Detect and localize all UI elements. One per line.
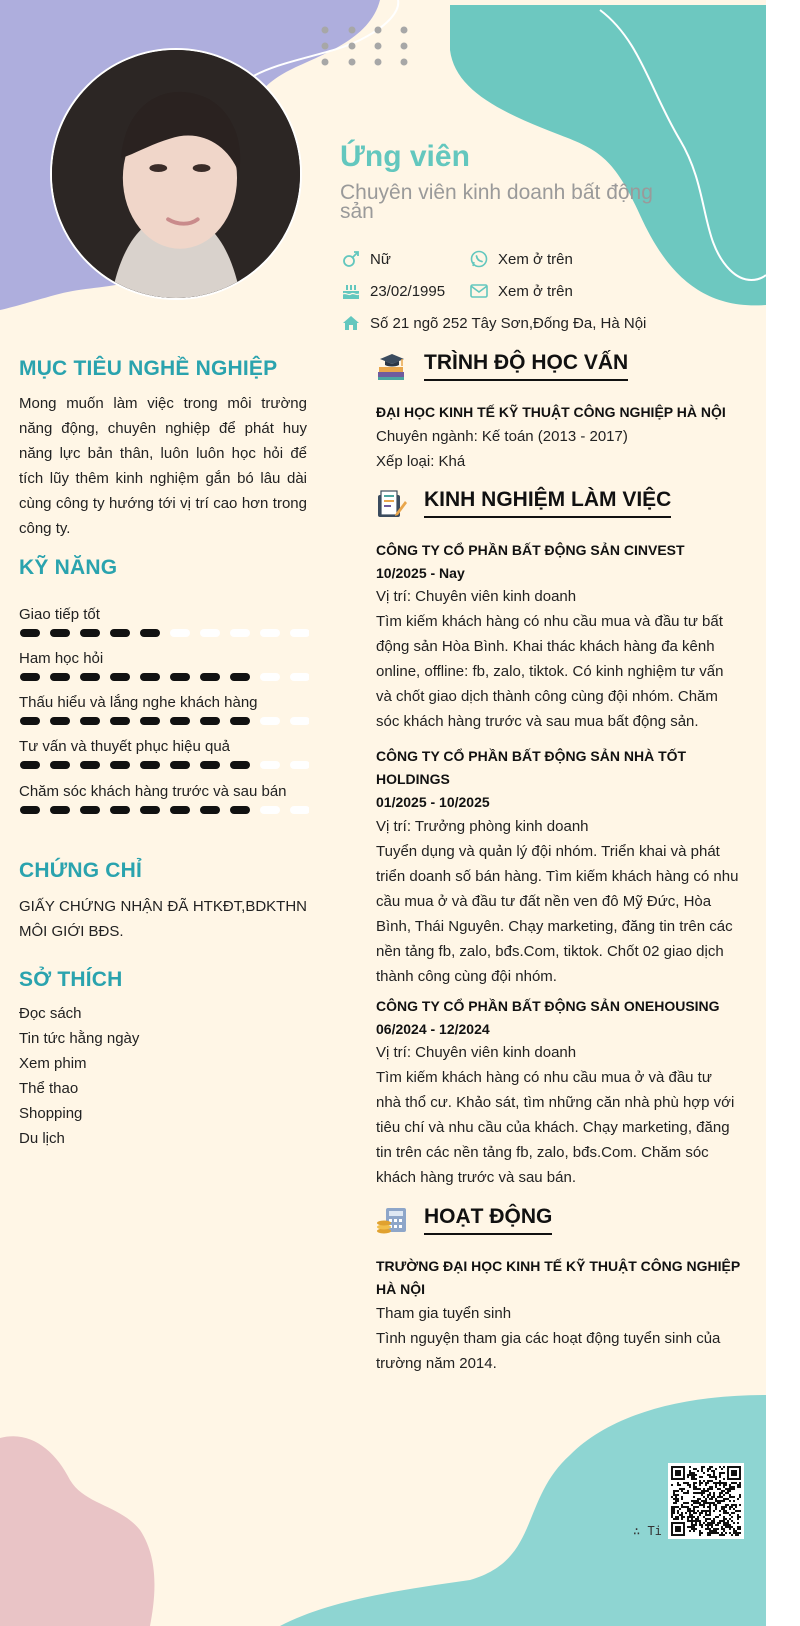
skill-bar xyxy=(19,716,309,726)
birthday-icon xyxy=(340,280,362,302)
experience-icon xyxy=(376,487,408,519)
skill-dash-filled xyxy=(170,761,190,769)
phone-row xyxy=(468,248,573,270)
education-major: Chuyên ngành: Kế toán (2013 - 2017) xyxy=(376,428,628,445)
skill-label: Giao tiếp tốt xyxy=(19,606,100,623)
skill-dash-empty xyxy=(170,629,190,637)
skill-dash-filled xyxy=(230,806,250,814)
skill-label: Tư vấn và thuyết phục hiệu quả xyxy=(19,738,231,755)
watermark: ∴ Ti xyxy=(633,1524,662,1538)
email-icon xyxy=(468,280,490,302)
objective-text: Mong muốn làm việc trong môi trường năng động, chuyên nghiệp để phát huy năng lực bản thân, luôn luôn học hỏi để tích lũy thêm kinh nghiệm gắn bó lâu dài cùng công ty hướng tới vị trí cao hơn trong công ty. xyxy=(19,395,307,537)
skill-dash-filled xyxy=(110,673,130,681)
phone-value: Xem ở trên xyxy=(498,250,573,268)
job-company: CÔNG TY CỔ PHẦN BẤT ĐỘNG SẢN ONEHOUSING xyxy=(376,998,720,1014)
gender-icon xyxy=(340,248,362,270)
certificates-heading: CHỨNG CHỈ xyxy=(19,859,143,882)
activity-role: Tham gia tuyển sinh xyxy=(376,1305,512,1322)
skill-dash-filled xyxy=(20,806,40,814)
skill-bar xyxy=(19,672,309,682)
address-row xyxy=(340,312,646,334)
skill-dash-empty xyxy=(260,806,280,814)
skill-dash-empty xyxy=(260,629,280,637)
gender-value: Nữ xyxy=(370,250,391,268)
activities-section-header xyxy=(376,1204,552,1236)
skill-bar xyxy=(19,628,309,638)
email-value: Xem ở trên xyxy=(498,282,573,300)
objective-heading: MỤC TIÊU NGHỀ NGHIỆP xyxy=(19,357,278,380)
education-grade: Xếp loại: Khá xyxy=(376,453,466,470)
education-school: ĐẠI HỌC KINH TẾ KỸ THUẬT CÔNG NGHIỆP HÀ NỘI xyxy=(376,404,726,420)
skill-dash-filled xyxy=(140,673,160,681)
hobby-item: Shopping xyxy=(19,1105,83,1122)
skill-dash-filled xyxy=(20,717,40,725)
skill-bar xyxy=(19,805,309,815)
skill-label: Ham học hỏi xyxy=(19,650,104,667)
job-period: 01/2025 - 10/2025 xyxy=(376,794,490,810)
skill-dash-filled xyxy=(170,806,190,814)
candidate-title: Chuyên viên kinh doanh bất động sản xyxy=(340,181,653,223)
gender-row xyxy=(340,248,391,270)
skill-label: Chăm sóc khách hàng trước và sau bán xyxy=(19,783,287,800)
hobby-item: Du lịch xyxy=(19,1130,65,1147)
job-company: CÔNG TY CỔ PHẦN BẤT ĐỘNG SẢN NHÀ TỐT HOLDINGS xyxy=(376,748,687,787)
skill-dash-filled xyxy=(140,629,160,637)
email-row xyxy=(468,280,573,302)
skill-dash-filled xyxy=(110,629,130,637)
skill-dash-filled xyxy=(20,761,40,769)
education-heading: TRÌNH ĐỘ HỌC VẤN xyxy=(424,351,628,381)
activities-heading: HOẠT ĐỘNG xyxy=(424,1205,552,1235)
skill-dash-filled xyxy=(140,806,160,814)
phone-icon xyxy=(468,248,490,270)
skill-dash-filled xyxy=(110,761,130,769)
skill-dash-filled xyxy=(80,629,100,637)
skill-dash-filled xyxy=(50,761,70,769)
candidate-name: Ứng viên xyxy=(340,140,470,173)
pink-blob-bottom xyxy=(0,1436,154,1626)
skill-dash-filled xyxy=(170,673,190,681)
job-position: Vị trí: Chuyên viên kinh doanh xyxy=(376,588,577,605)
skills-heading: KỸ NĂNG xyxy=(19,556,118,579)
activities-icon xyxy=(376,1204,408,1236)
job-position: Vị trí: Trưởng phòng kinh doanh xyxy=(376,818,589,835)
skill-dash-filled xyxy=(230,761,250,769)
hobby-item: Thể thao xyxy=(19,1080,79,1097)
skill-dash-filled xyxy=(230,673,250,681)
skill-dash-filled xyxy=(140,717,160,725)
skill-dash-empty xyxy=(290,806,309,814)
avatar xyxy=(50,48,302,300)
skill-dash-empty xyxy=(290,629,309,637)
qr-code xyxy=(668,1463,744,1539)
skill-dash-filled xyxy=(200,806,220,814)
skill-dash-empty xyxy=(260,717,280,725)
skill-dash-filled xyxy=(80,717,100,725)
skill-dash-empty xyxy=(290,717,309,725)
experience-section-header xyxy=(376,487,671,519)
skill-dash-filled xyxy=(200,717,220,725)
job-company: CÔNG TY CỔ PHẦN BẤT ĐỘNG SẢN CINVEST xyxy=(376,542,685,558)
hobby-item: Đọc sách xyxy=(19,1005,82,1022)
hobbies-heading: SỞ THÍCH xyxy=(19,968,123,991)
skill-dash-empty xyxy=(290,673,309,681)
skill-dash-filled xyxy=(50,629,70,637)
skill-dash-filled xyxy=(50,673,70,681)
activity-description: Tình nguyện tham gia các hoạt động tuyển sinh của trường năm 2014. xyxy=(376,1330,721,1372)
skill-dash-filled xyxy=(110,717,130,725)
skill-dash-empty xyxy=(230,629,250,637)
dob-row xyxy=(340,280,445,302)
skill-dash-filled xyxy=(200,673,220,681)
skill-dash-filled xyxy=(140,761,160,769)
job-description: Tuyển dụng và quản lý đội nhóm. Triển khai và phát triển doanh số bán hàng. Tìm kiếm khách hàng có nhu cầu mua ở và đầu tư đất nền ven đô Mỹ Đức, Hòa Bình, Thái Nguyên. Chạy marketing, đăng tin trên các nền tảng fb, zalo, bđs.Com, tiktok. Chốt 02 giao dịch thành công cùng đội nhóm. xyxy=(376,843,739,985)
skill-dash-filled xyxy=(200,761,220,769)
job-description: Tìm kiếm khách hàng có nhu cầu mua ở và đầu tư nhà thổ cư. Khảo sát, tìm những căn nhà phù hợp với tiêu chí và nhu cầu của khách. Chạy marketing, đăng tin trên các nền tảng fb, zalo, bđs.Com. Chăm sóc khách hàng trước và sau bán. xyxy=(376,1069,735,1186)
skill-dash-filled xyxy=(20,673,40,681)
job-period: 10/2025 - Nay xyxy=(376,565,465,581)
education-section-header xyxy=(376,350,628,382)
skill-bar xyxy=(19,760,309,770)
certificates-text: GIẤY CHỨNG NHẬN ĐÃ HTKĐT,BDKTHN MÔI GIỚI BĐS. xyxy=(19,898,307,940)
education-icon xyxy=(376,350,408,382)
skill-dash-filled xyxy=(170,717,190,725)
hobby-item: Xem phim xyxy=(19,1055,87,1072)
skill-dash-filled xyxy=(230,717,250,725)
activity-org: TRƯỜNG ĐẠI HỌC KINH TẾ KỸ THUẬT CÔNG NGHIỆP HÀ NỘI xyxy=(376,1258,740,1297)
job-position: Vị trí: Chuyên viên kinh doanh xyxy=(376,1044,577,1061)
skill-dash-filled xyxy=(50,806,70,814)
skill-dash-empty xyxy=(200,629,220,637)
home-icon xyxy=(340,312,362,334)
experience-heading: KINH NGHIỆM LÀM VIỆC xyxy=(424,488,671,518)
skill-label: Thấu hiểu và lắng nghe khách hàng xyxy=(19,694,258,711)
job-description: Tìm kiếm khách hàng có nhu cầu mua và đầu tư bất động sản Hòa Bình. Khai thác khách hàng đa kênh online, offline: fb, zalo, tiktok. Có kinh nghiệm tư vấn và chốt giao dịch thành công cùng đội nhóm. Chăm sóc khách hàng trước và sau mua bất động sản. xyxy=(376,613,724,730)
skill-dash-filled xyxy=(80,761,100,769)
skill-dash-filled xyxy=(80,806,100,814)
skill-dash-filled xyxy=(20,629,40,637)
skill-dash-filled xyxy=(110,806,130,814)
skill-dash-filled xyxy=(80,673,100,681)
hobby-item: Tin tức hằng ngày xyxy=(19,1030,140,1047)
skill-dash-empty xyxy=(290,761,309,769)
skill-dash-empty xyxy=(260,673,280,681)
skill-dash-filled xyxy=(50,717,70,725)
dob-value: 23/02/1995 xyxy=(370,282,446,300)
address-value: Số 21 ngõ 252 Tây Sơn,Đống Đa, Hà Nội xyxy=(370,314,647,332)
job-period: 06/2024 - 12/2024 xyxy=(376,1021,490,1037)
skill-dash-empty xyxy=(260,761,280,769)
